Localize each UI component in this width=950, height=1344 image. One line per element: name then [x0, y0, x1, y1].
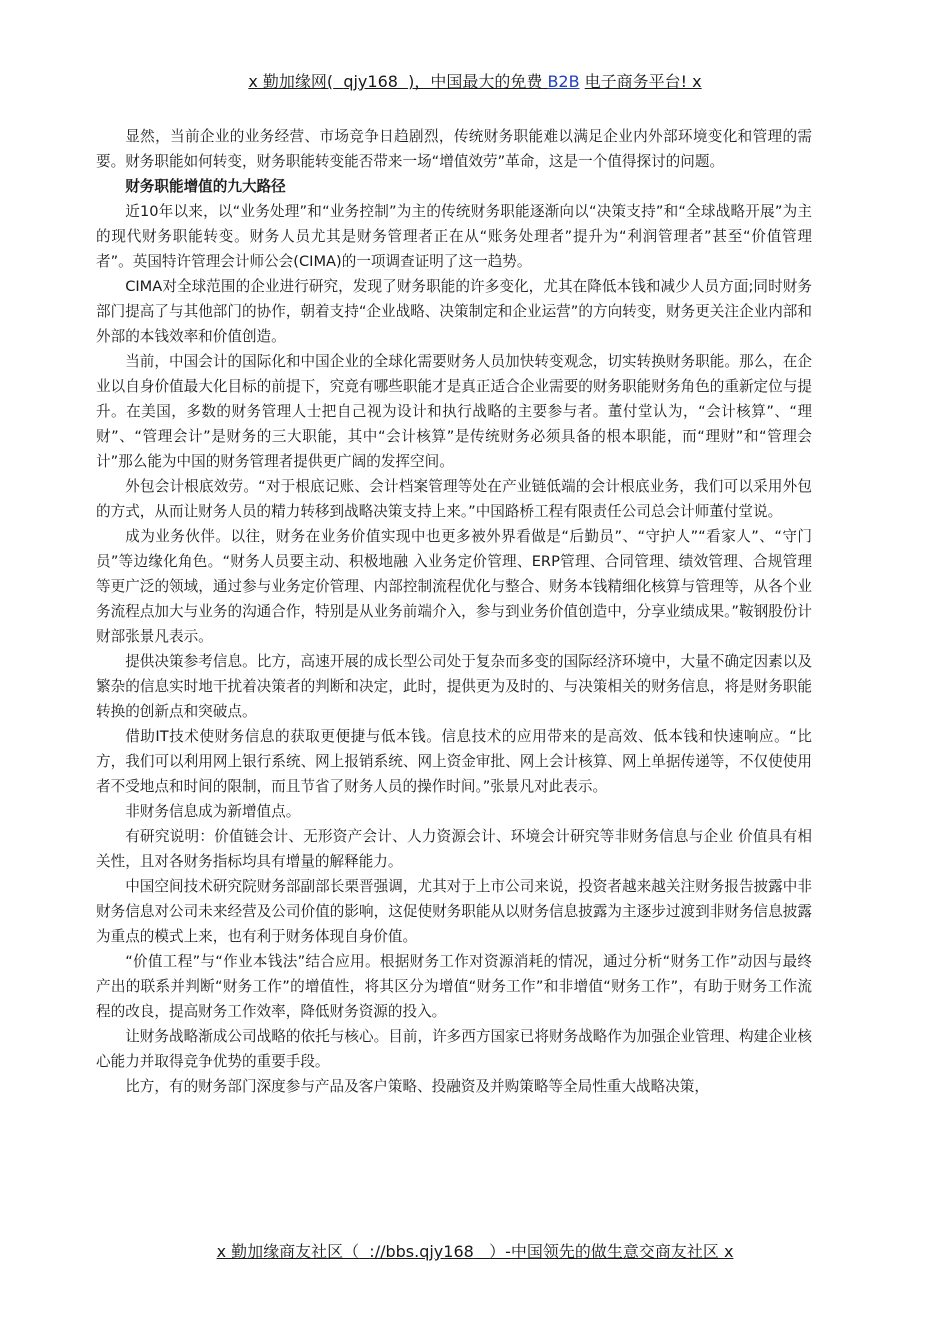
paragraph: 借助IT技术使财务信息的获取更便捷与低本钱。信息技术的应用带来的是高效、低本钱和快速响应。“比方，我们可以利用网上银行系统、网上报销系统、网上资金审批、网上会计核算、网上单据传递等，不仅使使用者不受地点和时间的限制，而且节省了财务人员的操作时间。”张景凡对此表示。 [96, 728, 812, 795]
paragraph: CIMA对全球范围的企业进行研究，发现了财务职能的许多变化，尤其在降低本钱和减少人员方面;同时财务部门提高了与其他部门的协作，朝着支持“企业战略、决策制定和企业运营”的方向转变，财务更关注企业内部和外部的本钱效率和价值创造。 [96, 278, 812, 345]
header-link[interactable] [248, 72, 547, 91]
page-header [0, 70, 950, 94]
header-suffix-link[interactable]: 电子商务平台! x [584, 72, 702, 91]
paragraph: 比方，有的财务部门深度参与产品及客户策略、投融资及并购策略等全局性重大战略决策， [125, 1078, 709, 1095]
b2b-link[interactable]: B2B [547, 72, 580, 91]
paragraph: 外包会计根底效劳。“对于根底记账、会计档案管理等处在产业链低端的会计根底业务，我们可以采用外包的方式，从而让财务人员的精力转移到战略决策支持上来。”中国路桥工程有限责任公司总会计师董付堂说。 [96, 478, 812, 520]
footer-suffix: ）-中国领先的做生意交商友社区 x [489, 1242, 734, 1261]
document-body [96, 124, 812, 1099]
page-footer [0, 1240, 950, 1264]
section-heading: 财务职能增值的九大路径 [125, 178, 286, 195]
header-tagline: )，中国最大的免费 [408, 72, 543, 91]
paragraph: 有研究说明：价值链会计、无形资产会计、人力资源会计、环境会计研究等非财务信息与企业 价值具有相关性，且对各财务指标均具有增量的解释能力。 [96, 828, 812, 870]
footer-url: ://bbs.qjy168 [369, 1242, 474, 1261]
paragraph: 提供决策参考信息。比方，高速开展的成长型公司处于复杂而多变的国际经济环境中，大量不确定因素以及繁杂的信息实时地干扰着决策者的判断和决定，此时，提供更为及时的、与决策相关的财务信息，将是财务职能转换的创新点和突破点。 [96, 653, 812, 720]
paragraph: 近10年以来，以“业务处理”和“业务控制”为主的传统财务职能逐渐向以“决策支持”和“全球战略开展”为主的现代财务职能转变。财务人员尤其是财务管理者正在从“账务处理者”提升为“利润管理者”甚至“价值管理者”。英国特许管理会计师公会(CIMA)的一项调查证明了这一趋势。 [96, 203, 812, 270]
footer-prefix: x 勤加缘商友社区（ [216, 1242, 360, 1261]
paragraph: 非财务信息成为新增值点。 [125, 803, 301, 820]
paragraph: 当前，中国会计的国际化和中国企业的全球化需要财务人员加快转变观念，切实转换财务职能。那么，在企业以自身价值最大化目标的前提下，究竟有哪些职能才是真正适合企业需要的财务职能财务角色的重新定位与提升。在美国，多数的财务管理人士把自己视为设计和执行战略的主要参与者。董付堂认为，“会计核算”、“理财”、“管理会计”是财务的三大职能，其中“会计核算”是传统财务必须具备的根本职能，而“理财”和“管理会计”那么能为中国的财务管理者提供更广阔的发挥空间。 [96, 353, 812, 470]
paragraph: 显然，当前企业的业务经营、市场竞争日趋剧烈，传统财务职能难以满足企业内外部环境变化和管理的需要。财务职能如何转变，财务职能转变能否带来一场“增值效劳”革命，这是一个值得探讨的问题。 [96, 128, 812, 170]
header-site: qjy168 [343, 72, 398, 91]
paragraph: 成为业务伙伴。以往，财务在业务价值实现中也更多被外界看做是“后勤员”、“守护人”“看家人”、“守门员”等边缘化角色。“财务人员要主动、积极地融 入业务定价管理、ERP管理、合同管理、绩效管理、合规管理等更广泛的领域，通过参与业务定价管理、内部控制流程优化与整合、财务本钱精细化核算与管理等，从各个业务流程点加大与业务的沟通合作，特别是从业务前端介入，参与到业务价值创造中，分享业绩成果。”鞍钢股份计财部张景凡表示。 [96, 528, 812, 645]
paragraph: “价值工程”与“作业本钱法”结合应用。根据财务工作对资源消耗的情况，通过分析“财务工作”动因与最终产出的联系并判断“财务工作”的增值性，将其区分为增值“财务工作”和非增值“财务工作”，有助于财务工作流程的改良，提高财务工作效率，降低财务资源的投入。 [96, 953, 812, 1020]
paragraph: 中国空间技术研究院财务部副部长栗晋强调，尤其对于上市公司来说，投资者越来越关注财务报告披露中非财务信息对公司未来经营及公司价值的影响，这促使财务职能从以财务信息披露为主逐步过渡到非财务信息披露为重点的模式上来，也有利于财务体现自身价值。 [96, 878, 812, 945]
header-prefix: x 勤加缘网( [248, 72, 334, 91]
footer-link[interactable] [217, 1242, 734, 1261]
paragraph: 让财务战略渐成公司战略的依托与核心。目前，许多西方国家已将财务战略作为加强企业管理、构建企业核心能力并取得竞争优势的重要手段。 [96, 1028, 812, 1070]
